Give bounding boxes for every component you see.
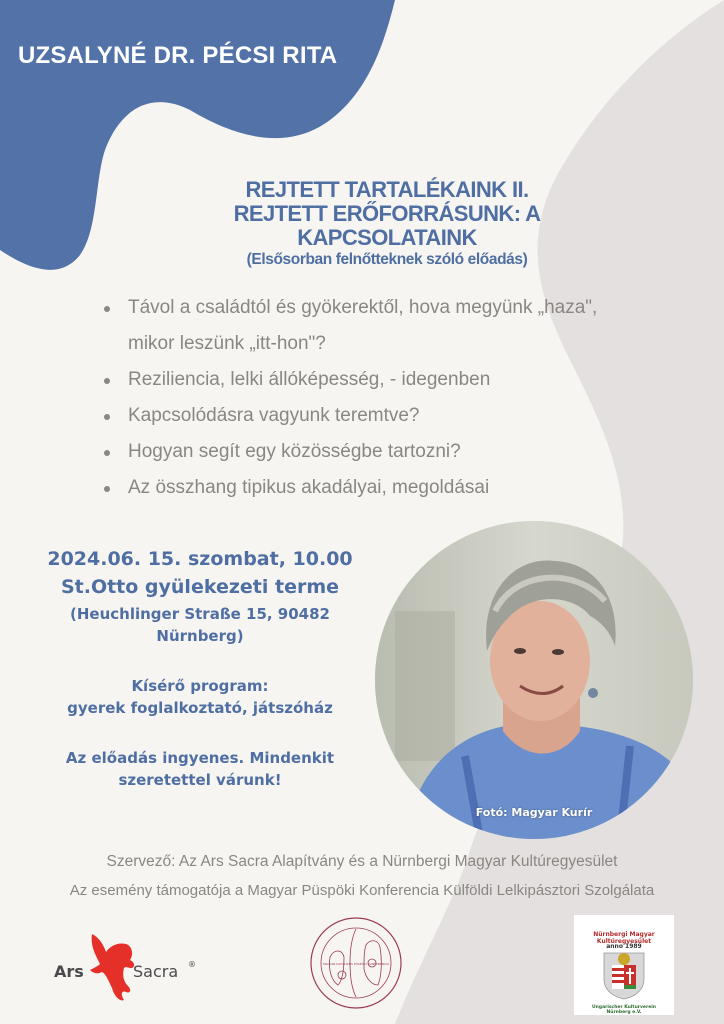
bullet-icon xyxy=(104,414,110,420)
side-program-text: gyerek foglalkoztató, játszóház xyxy=(67,699,333,717)
speaker-photo xyxy=(375,521,693,839)
seal-ring-text: MAGYAR KATOLIKUS PÜSPÖKI KONFERENCIA xyxy=(322,962,390,966)
free-note-line2: szeretettel várunk! xyxy=(118,771,282,789)
bullet-icon xyxy=(104,306,110,312)
speaker-name: UZSALYNÉ DR. PÉCSI RITA xyxy=(18,42,338,69)
topic-text: Kapcsolódásra vagyunk teremtve? xyxy=(128,405,420,426)
sponsor-text: Az esemény támogatója a Magyar Püspöki Konferencia Külföldi Lelkipásztori Szolgálata xyxy=(69,882,655,899)
side-program-label: Kísérő program: xyxy=(131,677,269,695)
topic-text: Reziliencia, lelki állóképesség, - idegenben xyxy=(128,369,491,390)
topic-text: Hogyan segít egy közösségbe tartozni? xyxy=(128,441,461,462)
event-date: 2024.06. 15. szombat, 10.00 xyxy=(47,548,353,570)
topic-text: Az összhang tipikus akadályai, megoldásai xyxy=(128,477,490,498)
lecture-title-block xyxy=(150,178,624,270)
event-info xyxy=(20,545,380,791)
nurnberg-hungarian-culture-association-logo xyxy=(574,915,674,1015)
lecture-subtitle: (Elsősorban felnőtteknek szóló előadás) xyxy=(246,251,528,268)
bullet-icon xyxy=(104,378,110,384)
bishops-conference-seal-icon xyxy=(308,915,404,1011)
topic-text: Távol a családtól és gyökerektől, hova megyünk „haza", xyxy=(128,297,598,318)
lecture-title-line2: REJTETT ERŐFORRÁSUNK: A KAPCSOLATAINK xyxy=(233,201,541,250)
side-program xyxy=(20,675,380,719)
topic-item xyxy=(104,434,684,470)
nmk-top-text: Nürnbergi Magyar Kultúregyesület xyxy=(593,931,655,945)
topic-list xyxy=(104,290,684,506)
mkpk-seal-logo xyxy=(308,915,404,1011)
event-address xyxy=(20,603,380,647)
free-note-line1: Az előadás ingyenes. Mindenkit xyxy=(65,749,335,767)
topic-item xyxy=(104,470,684,506)
organizer-text: Szervező: Az Ars Sacra Alapítvány és a Nürnbergi Magyar Kultúregyesület xyxy=(106,853,618,870)
ars-sacra-word1: Ars xyxy=(54,962,84,981)
topic-item xyxy=(104,398,684,434)
portrait-illustration xyxy=(375,521,693,839)
address-line2: Nürnberg) xyxy=(156,627,244,645)
address-line1: (Heuchlinger Straße 15, 90482 xyxy=(70,605,330,623)
nmk-bottom-text: Ungarischer Kulturverein Nürnberg e.V. xyxy=(592,1005,656,1015)
photo-credit: Fotó: Magyar Kurír xyxy=(475,806,593,819)
bullet-icon xyxy=(104,450,110,456)
registered-mark: ® xyxy=(188,960,196,969)
topic-item xyxy=(104,362,684,398)
coat-of-arms-icon xyxy=(580,921,668,1009)
ars-sacra-word2: Sacra xyxy=(133,962,179,981)
bullet-icon xyxy=(104,486,110,492)
topic-text-cont: mikor leszünk „itt-hon"? xyxy=(128,333,326,354)
free-admission-note xyxy=(20,747,380,791)
nmk-year: anno 1989 xyxy=(606,943,642,950)
ars-sacra-logo xyxy=(50,922,210,1002)
event-venue: St.Otto gyülekezeti terme xyxy=(60,576,340,598)
lecture-title-line1: REJTETT TARTALÉKAINK II. xyxy=(245,177,529,202)
topic-item xyxy=(104,290,684,362)
